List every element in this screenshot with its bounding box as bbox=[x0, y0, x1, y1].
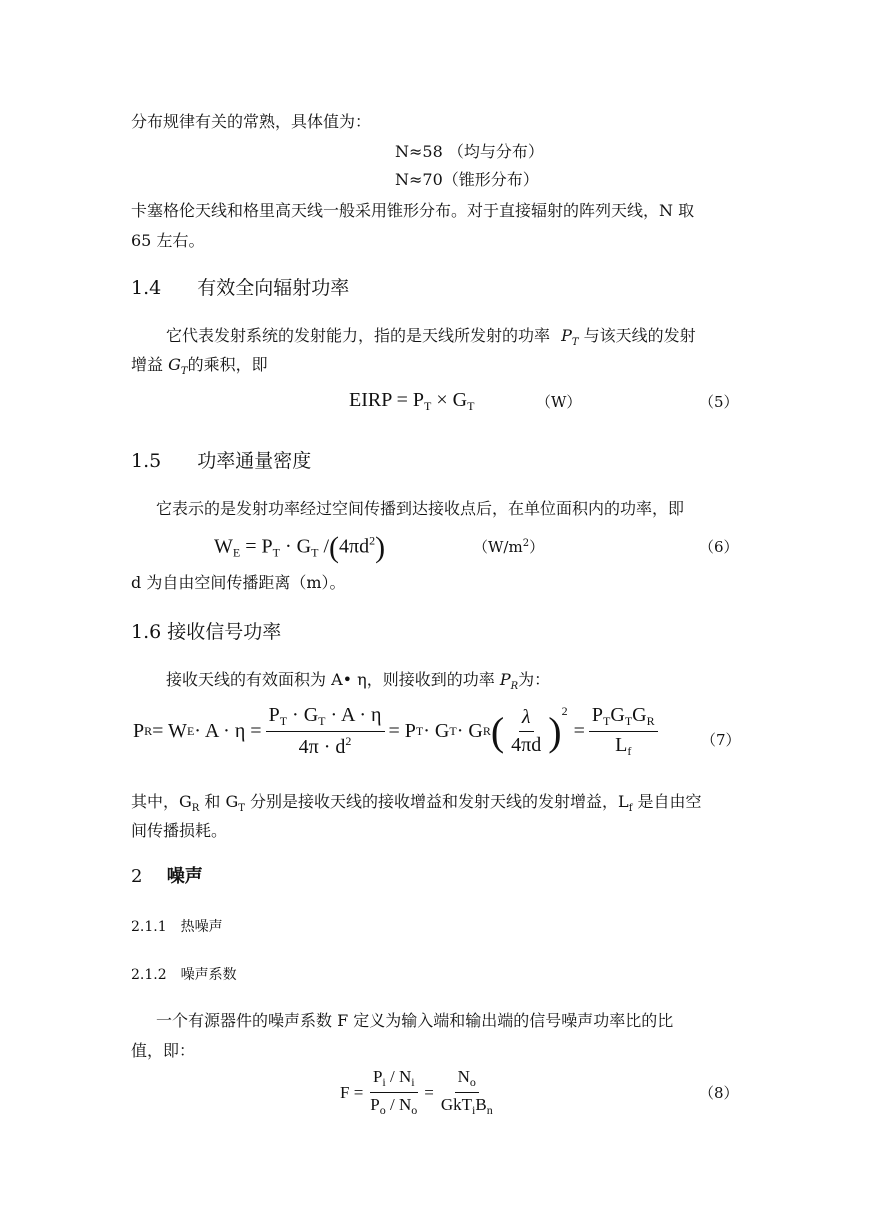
equation-7-fraction-2: $\frac{\lambda}{4\pi d}$ bbox=[511, 706, 542, 756]
equation-8-fraction-1: $\frac{P_i / N_i}{P_o / N_o}$ bbox=[370, 1067, 418, 1117]
subsection-2-1-1: 2.1.1 热噪声 bbox=[131, 919, 223, 935]
equation-7-number: （7） bbox=[701, 731, 741, 749]
section-1-6-where-line-1: 其中，$G_R$ 和 $G_T$ 分别是接收天线的接收增益和发射天线的发射增益，$L_f$ 是自由空 bbox=[131, 792, 702, 815]
pr-symbol: $P_R$ bbox=[499, 670, 519, 693]
equation-7: P R = W E · A · η = $\frac{P_T \cdot G_T \cdot A \cdot \eta}{4\pi \cdot d^2}$ = P T · G T · G R ( $\frac{\lambda}{4\pi d}$ ) $^2$ = $\frac{P_TG_TG_R}{L_f}$ bbox=[133, 704, 662, 759]
section-number: 2 bbox=[131, 866, 143, 887]
body-text: 的乘积，即 bbox=[187, 355, 268, 374]
body-text: 它代表发射系统的发射能力，指的是天线所发射的功率 bbox=[166, 326, 551, 345]
intro-line-1: 分布规律有关的常熟，具体值为： bbox=[131, 112, 372, 131]
section-2-body-line-1: 一个有源器件的噪声系数 F 定义为输入端和输出端的信号噪声功率比的比 bbox=[156, 1011, 674, 1030]
section-2-body-line-2: 值，即： bbox=[131, 1041, 196, 1060]
section-1-4-heading bbox=[131, 273, 349, 300]
equation-6: $W_E = P_T \cdot G_T$ $/(4\pi d^2)$ bbox=[214, 531, 386, 564]
body-text: 增益 bbox=[131, 355, 164, 374]
intro-line-3: 65 左右。 bbox=[131, 231, 205, 250]
section-2-heading bbox=[131, 862, 203, 888]
body-text: 接收天线的有效面积为 A• η，则接收到的功率 bbox=[166, 670, 495, 689]
equation-7-fraction-1: $\frac{P_T \cdot G_T \cdot A \cdot \eta}{4\pi \cdot d^2}$ bbox=[266, 704, 385, 759]
equation-8-number: （8） bbox=[699, 1084, 739, 1102]
equation-8-fraction-2: $\frac{N_o}{GkT_iB_n}$ bbox=[440, 1067, 493, 1117]
section-1-5-body: 它表示的是发射功率经过空间传播到达接收点后，在单位面积内的功率，即 bbox=[156, 499, 685, 518]
equation-5-number: （5） bbox=[699, 393, 739, 411]
n-taper-value: N≈70（锥形分布） bbox=[395, 170, 539, 189]
equation-7-fraction-3: $\frac{P_TG_TG_R}{L_f}$ bbox=[589, 704, 658, 759]
equation-6-unit: $(W/m^2)$ bbox=[473, 538, 545, 556]
n-uniform-value: N≈58 （均与分布） bbox=[395, 142, 544, 161]
subsection-2-1-2: 2.1.2 噪声系数 bbox=[131, 967, 237, 983]
section-1-6-heading: 1.6 接收信号功率 bbox=[131, 621, 282, 643]
section-title: 有效全向辐射功率 bbox=[197, 277, 350, 299]
gt-symbol: $G_T$ bbox=[168, 355, 188, 378]
section-1-5-heading bbox=[131, 446, 311, 473]
section-title: 噪声 bbox=[166, 866, 203, 887]
equation-6-number: （6） bbox=[699, 538, 739, 556]
equation-5: EIRP = $P_T \times G_T$ bbox=[349, 389, 475, 413]
intro-line-2: 卡塞格伦天线和格里高天线一般采用锥形分布。对于直接辐射的阵列天线，N 取 bbox=[131, 201, 695, 220]
section-1-4-body-line-2 bbox=[131, 351, 268, 386]
section-1-6-where-line-2: 间传播损耗。 bbox=[131, 821, 228, 840]
section-number: 1.4 bbox=[131, 277, 162, 299]
section-1-5-note: d 为自由空间传播距离（m）。 bbox=[131, 573, 346, 592]
section-number: 1.5 bbox=[131, 450, 162, 472]
body-text: 与该天线的发射 bbox=[583, 326, 696, 345]
body-text: 为： bbox=[518, 670, 551, 689]
section-1-6-body bbox=[166, 666, 550, 701]
pt-symbol: $P_T$ bbox=[561, 326, 579, 349]
equation-5-unit: （W） bbox=[536, 393, 582, 411]
section-title: 功率通量密度 bbox=[197, 450, 312, 472]
equation-8: F = $\frac{P_i / N_i}{P_o / N_o}$ = $\frac{N_o}{GkT_iB_n}$ bbox=[340, 1067, 500, 1118]
